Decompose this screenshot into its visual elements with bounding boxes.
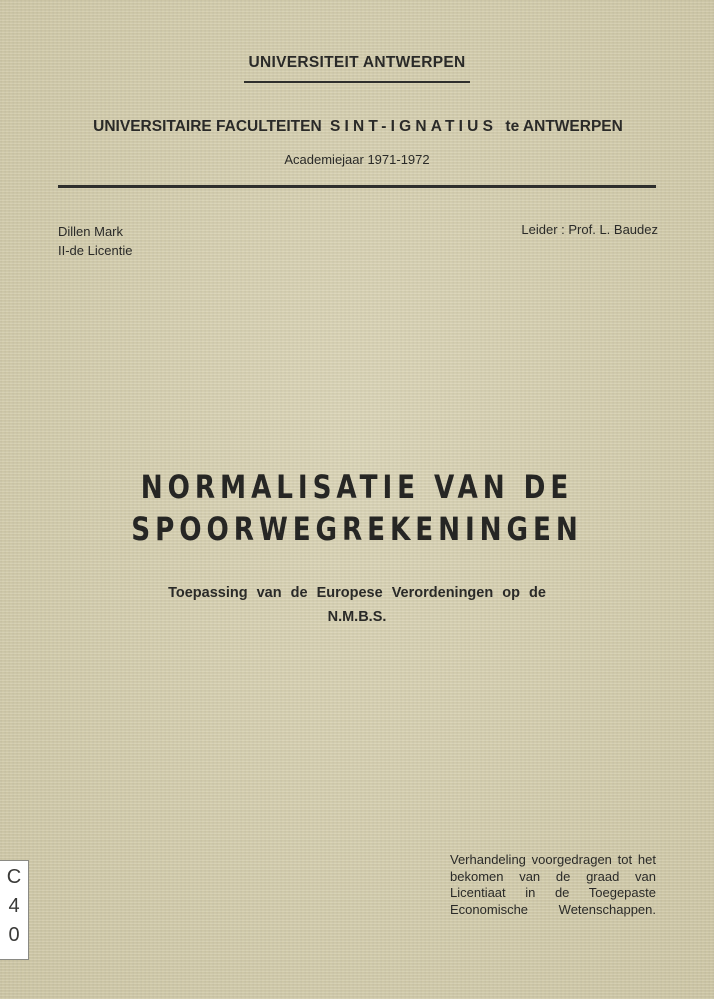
- header-divider: [58, 185, 656, 188]
- author-program: II-de Licentie: [58, 243, 133, 258]
- shelf-label-char: 4: [8, 895, 20, 917]
- shelf-label-char: 0: [8, 924, 20, 946]
- shelf-label-char: C: [6, 866, 22, 888]
- faculty-name: SINT-IGNATIUS: [329, 118, 498, 135]
- title-line-1: NORMALISATIE VAN DE: [140, 468, 574, 506]
- document-subtitle: [0, 581, 714, 629]
- subtitle-line-2: N.M.B.S.: [327, 609, 387, 625]
- faculty-prefix: UNIVERSITAIRE FACULTEITEN: [93, 118, 322, 135]
- academic-year: Academiejaar 1971-1972: [284, 152, 430, 167]
- supervisor: Leider : Prof. L. Baudez: [521, 222, 658, 237]
- faculty-city: te ANTWERPEN: [505, 118, 623, 135]
- thesis-note: Verhandeling voorgedragen tot het bekomen van de graad van Licentiaat in de Toegepaste Economische Wetenschappen.: [450, 852, 656, 917]
- shelf-label-sticker: [0, 860, 29, 960]
- university-name: UNIVERSITEIT ANTWERPEN: [248, 54, 466, 71]
- document-title: [64, 466, 649, 550]
- faculty-line: [58, 118, 658, 136]
- subtitle-line-1: Toepassing van de Europese Verordeningen op de: [168, 585, 546, 601]
- title-line-2: SPOORWEGREKENINGEN: [131, 510, 583, 548]
- author-block: [58, 222, 132, 260]
- author-name: Dillen Mark: [58, 224, 124, 239]
- university-underline: [244, 81, 470, 83]
